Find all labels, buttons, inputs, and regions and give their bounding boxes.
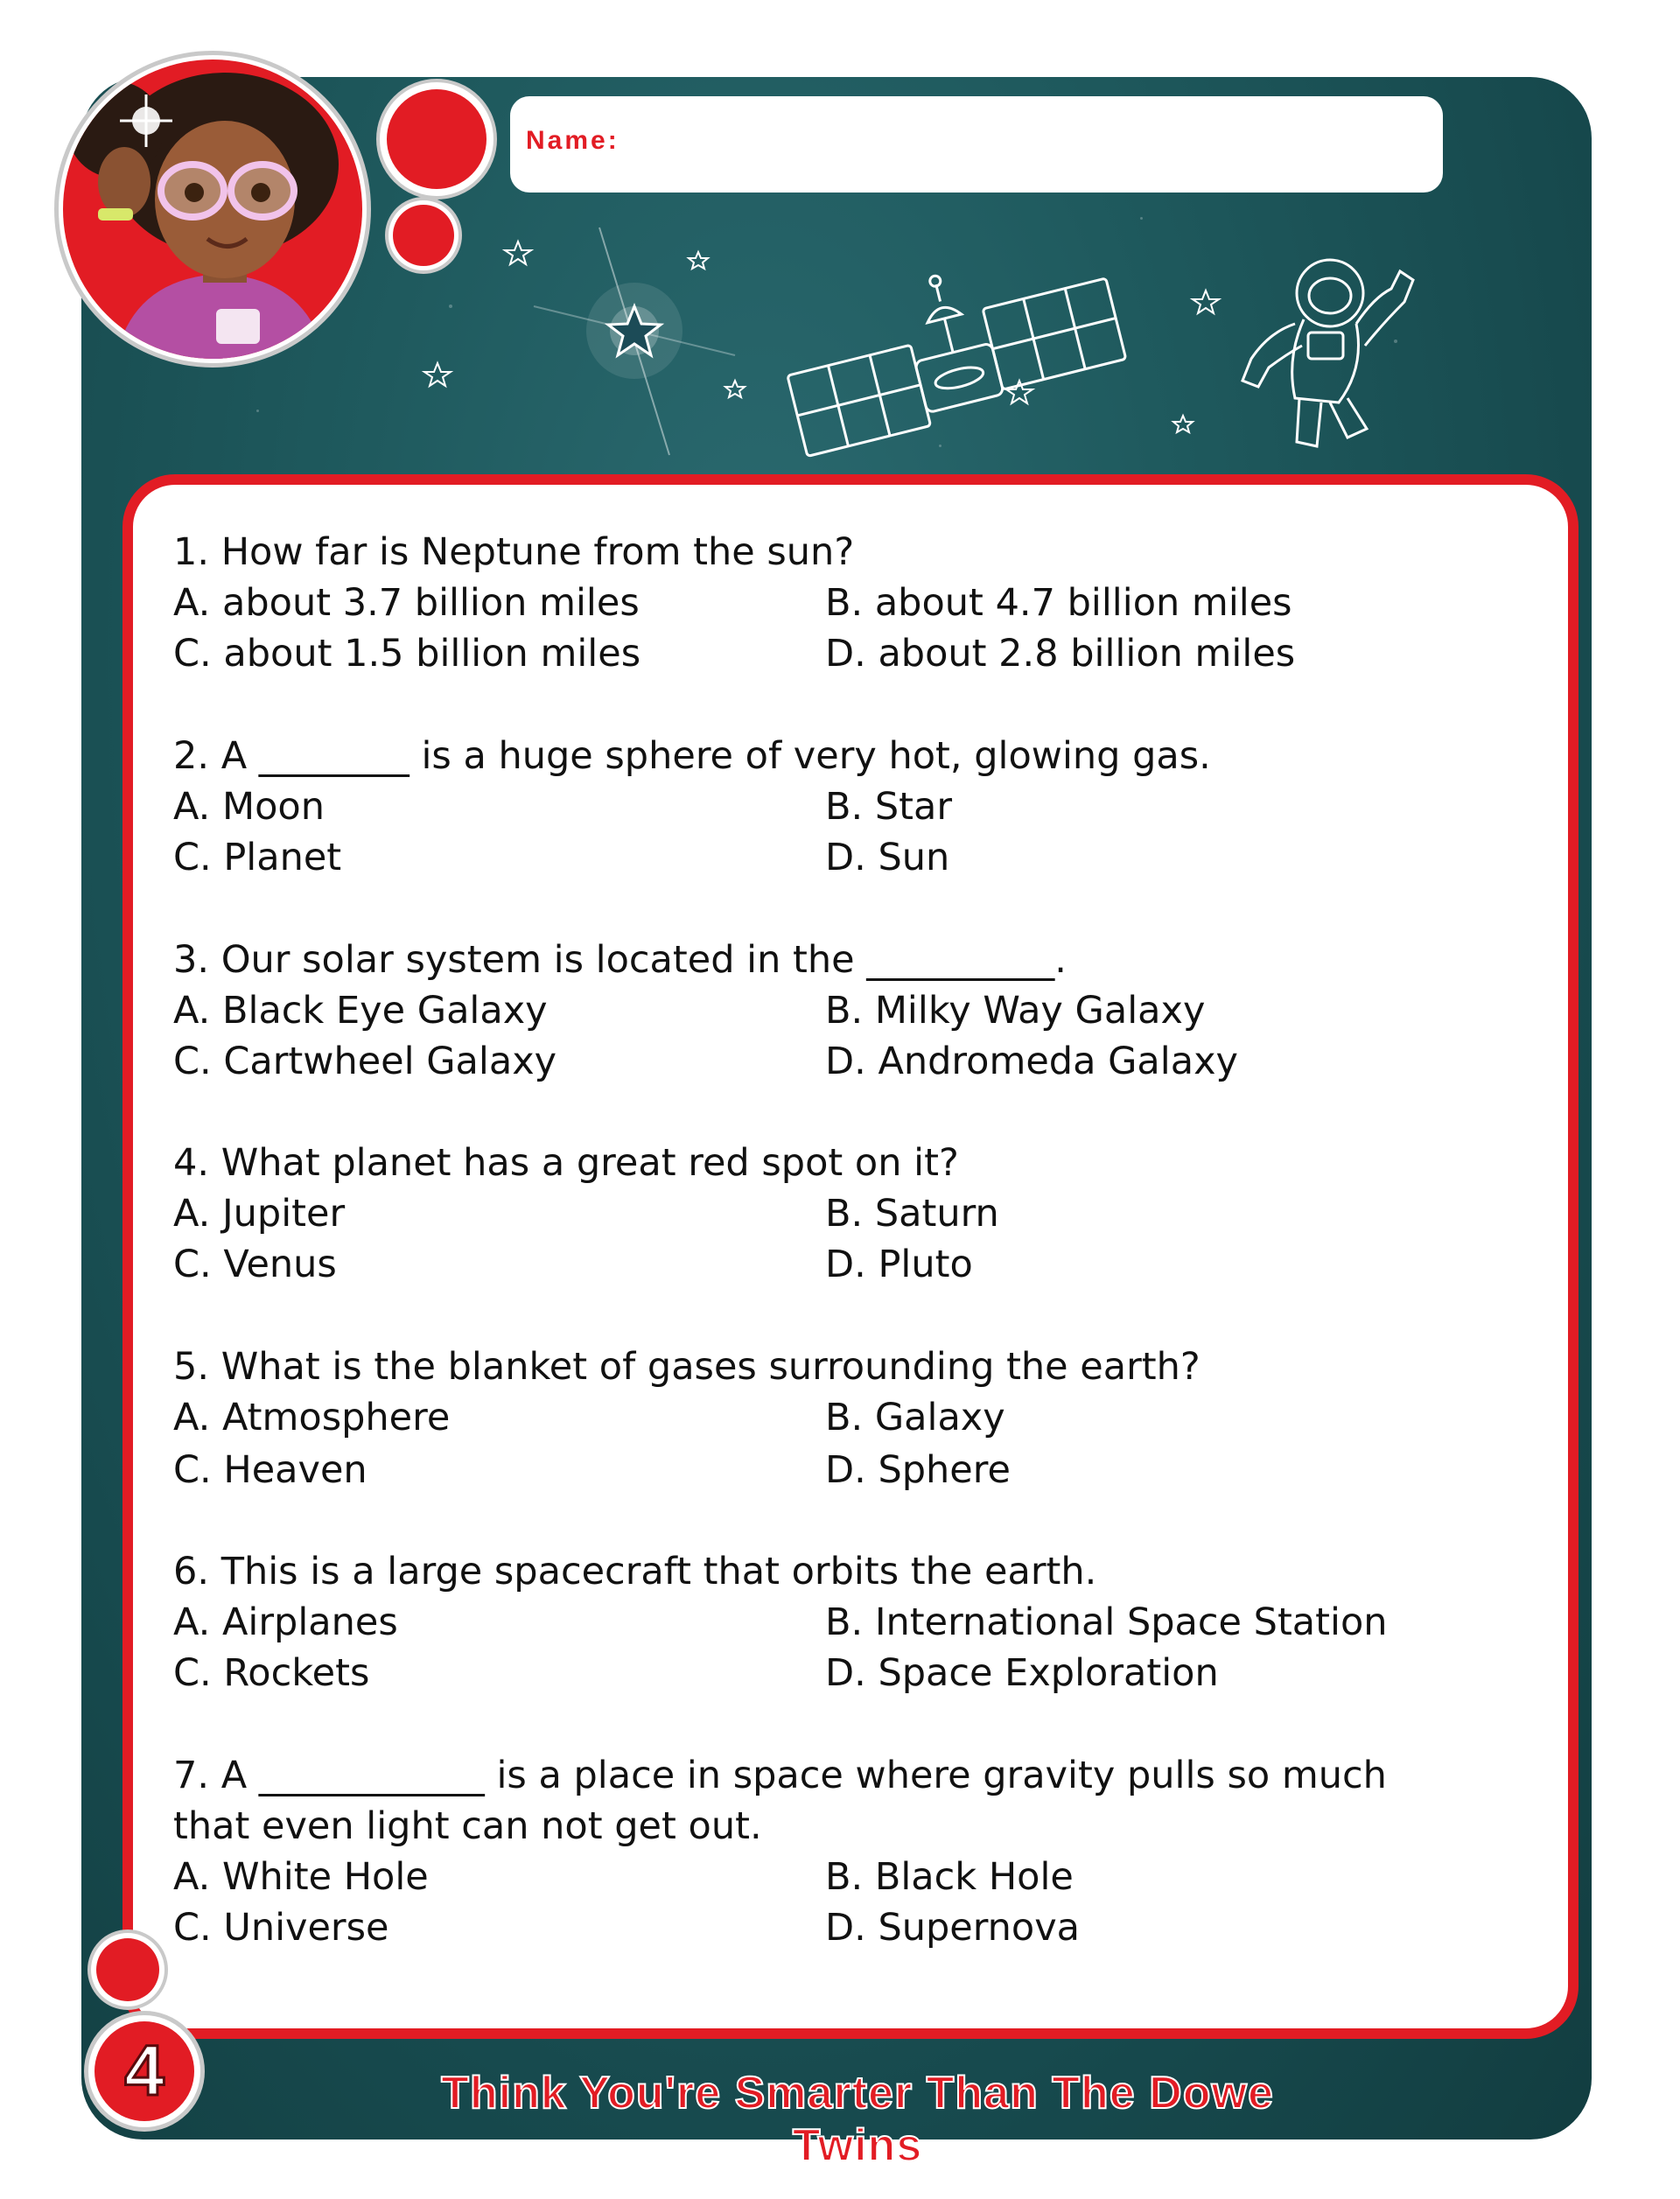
- option-d[interactable]: D. Andromeda Galaxy: [825, 1040, 1238, 1083]
- option-d[interactable]: D. about 2.8 billion miles: [825, 632, 1296, 676]
- small-stars-icon: [424, 242, 1219, 432]
- name-field[interactable]: [510, 96, 1443, 193]
- decorative-bubble-fill: [96, 1938, 159, 2001]
- option-a[interactable]: A. Airplanes: [173, 1600, 398, 1644]
- option-a[interactable]: A. Atmosphere: [173, 1396, 451, 1439]
- option-d[interactable]: D. Space Exploration: [825, 1651, 1219, 1695]
- question-text: 5. What is the blanket of gases surrounding the earth?: [173, 1345, 1200, 1389]
- option-a[interactable]: A. about 3.7 billion miles: [173, 581, 640, 625]
- option-b[interactable]: B. about 4.7 billion miles: [825, 581, 1292, 625]
- option-b[interactable]: B. Star: [825, 785, 953, 829]
- question-text: 4. What planet has a great red spot on it?: [173, 1141, 959, 1185]
- option-a[interactable]: A. Black Eye Galaxy: [173, 989, 548, 1033]
- option-a[interactable]: A. Jupiter: [173, 1192, 346, 1236]
- question-7: [173, 1750, 1538, 1953]
- question-1: [173, 527, 1538, 679]
- option-c[interactable]: C. Cartwheel Galaxy: [173, 1040, 557, 1083]
- question-6: [173, 1546, 1538, 1698]
- name-label: Name:: [526, 126, 620, 155]
- option-d[interactable]: D. Supernova: [825, 1906, 1081, 1950]
- question-3: [173, 935, 1538, 1087]
- question-text: 7. A ____________ is a place in space where gravity pulls so much: [173, 1754, 1387, 1797]
- question-4: [173, 1138, 1538, 1290]
- option-c[interactable]: C. Venus: [173, 1243, 337, 1286]
- satellite-icon: [773, 235, 1130, 456]
- option-b[interactable]: B. Galaxy: [825, 1396, 1005, 1439]
- option-b[interactable]: B. International Space Station: [825, 1600, 1388, 1644]
- option-b[interactable]: B. Milky Way Galaxy: [825, 989, 1206, 1033]
- option-b[interactable]: B. Saturn: [825, 1192, 999, 1236]
- decorative-bubble-fill: [393, 205, 454, 266]
- option-d[interactable]: D. Pluto: [825, 1243, 973, 1286]
- option-a[interactable]: A. Moon: [173, 785, 325, 829]
- option-b[interactable]: B. Black Hole: [825, 1855, 1074, 1899]
- page-number: 4: [94, 2021, 194, 2121]
- astronaut-icon: [1242, 260, 1413, 446]
- question-text: 3. Our solar system is located in the __________.: [173, 938, 1067, 982]
- option-c[interactable]: C. Universe: [173, 1906, 389, 1950]
- option-d[interactable]: D. Sun: [825, 836, 950, 879]
- footer-tagline: Think You're Smarter Than The Dowe Twins: [441, 2068, 1274, 2171]
- option-c[interactable]: C. Rockets: [173, 1651, 370, 1695]
- girl-character-icon: [63, 60, 362, 359]
- option-c[interactable]: C. Planet: [173, 836, 342, 879]
- question-2: [173, 731, 1538, 883]
- space-illustration: [368, 193, 1461, 490]
- option-a[interactable]: A. White Hole: [173, 1855, 429, 1899]
- option-c[interactable]: C. Heaven: [173, 1448, 368, 1492]
- option-c[interactable]: C. about 1.5 billion miles: [173, 632, 641, 676]
- decorative-bubble-fill: [387, 89, 486, 189]
- avatar: [63, 60, 362, 359]
- question-text-continued: that even light can not get out.: [173, 1804, 762, 1848]
- question-text: 6. This is a large spacecraft that orbits the earth.: [173, 1550, 1097, 1593]
- question-text: 2. A ________ is a huge sphere of very hot, glowing gas.: [173, 734, 1211, 778]
- option-d[interactable]: D. Sphere: [825, 1448, 1011, 1492]
- question-text: 1. How far is Neptune from the sun?: [173, 530, 855, 574]
- question-5: [173, 1341, 1538, 1495]
